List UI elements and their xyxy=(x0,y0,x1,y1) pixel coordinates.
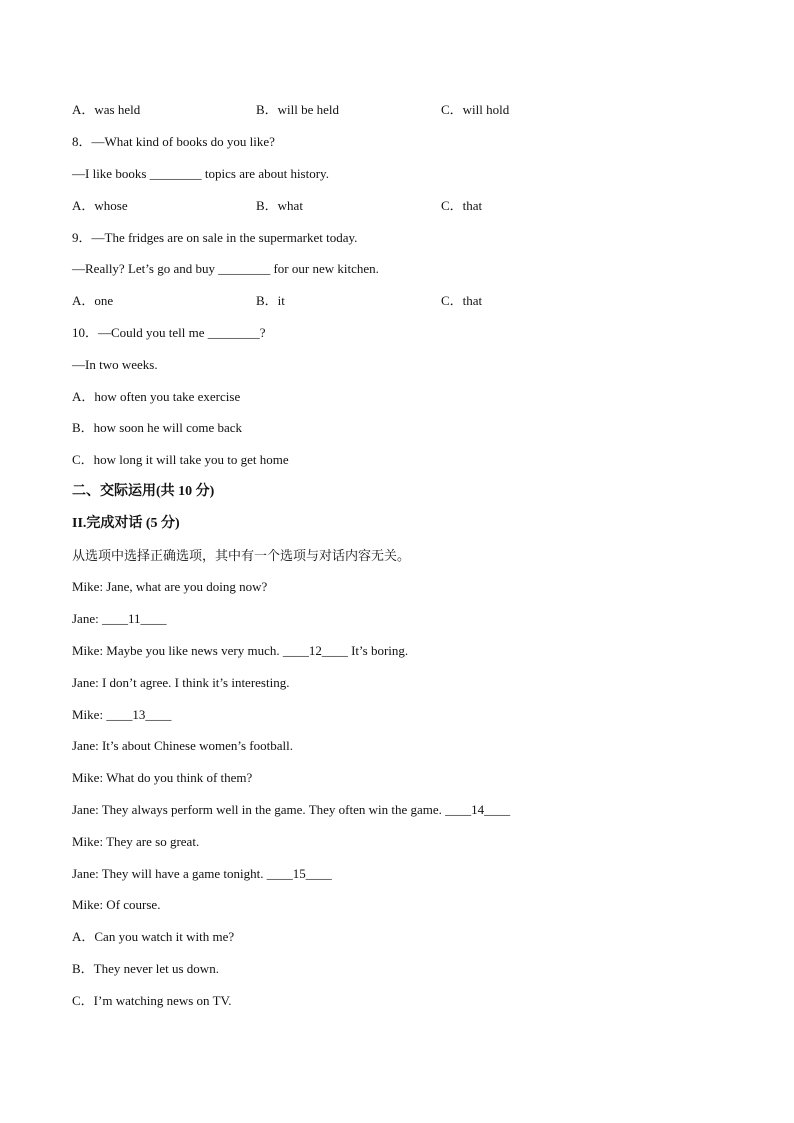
choice-a[interactable]: A．Can you watch it with me? xyxy=(72,929,235,944)
blank-14: ____14____ xyxy=(445,802,511,817)
dialogue-line-10-text: Jane: They will have a game tonight. xyxy=(72,866,267,881)
q10-option-c[interactable]: C．how long it will take you to get home xyxy=(72,452,289,467)
q9-reply-after: for our new kitchen. xyxy=(270,261,379,276)
blank-15: ____15____ xyxy=(266,866,332,881)
dialogue-line-5 xyxy=(72,707,171,723)
dialogue-line-2-speaker: Jane: xyxy=(72,611,102,626)
dialogue-line-3-after: It’s boring. xyxy=(347,643,409,658)
q8-reply-before: —I like books xyxy=(72,166,150,181)
q8-blank: ________ xyxy=(149,166,202,181)
q8-reply-after: topics are about history. xyxy=(201,166,329,181)
dialogue-line-7: Mike: What do you think of them? xyxy=(72,770,253,785)
dialogue-line-5-speaker: Mike: xyxy=(72,707,107,722)
q9-reply-before: —Really? Let’s go and buy xyxy=(72,261,219,276)
section-instruction: 从选项中选择正确选项，其中有一个选项与对话内容无关。 xyxy=(72,548,411,563)
q8-stem: 8．—What kind of books do you like? xyxy=(72,134,275,149)
dialogue-line-2 xyxy=(72,611,167,627)
blank-12: ____12____ xyxy=(282,643,348,658)
dialogue-line-1: Mike: Jane, what are you doing now? xyxy=(72,579,268,594)
q10-reply: —In two weeks. xyxy=(72,357,158,372)
q9-option-c[interactable]: C．that xyxy=(441,293,483,308)
q8-option-a[interactable]: A．whose xyxy=(72,198,128,213)
blank-11: ____11____ xyxy=(101,611,167,626)
q8-option-b[interactable]: B．what xyxy=(256,198,303,213)
dialogue-line-4: Jane: I don’t agree. I think it’s interesting. xyxy=(72,675,290,690)
dialogue-line-3-text: Mike: Maybe you like news very much. xyxy=(72,643,283,658)
q9-reply xyxy=(72,261,379,277)
section-subheading: II.完成对话 (5 分) xyxy=(72,516,180,531)
q8-option-c[interactable]: C．that xyxy=(441,198,483,213)
dialogue-line-8-text: Jane: They always perform well in the game. They often win the game. xyxy=(72,802,446,817)
dialogue-line-6: Jane: It’s about Chinese women’s football. xyxy=(72,738,293,753)
q7-option-c[interactable]: C．will hold xyxy=(441,102,510,117)
choice-c[interactable]: C．I’m watching news on TV. xyxy=(72,993,232,1008)
q10-option-a[interactable]: A．how often you take exercise xyxy=(72,389,241,404)
q10-stem-after: ? xyxy=(259,325,266,340)
blank-13: ____13____ xyxy=(106,707,172,722)
q9-stem: 9．—The fridges are on sale in the supermarket today. xyxy=(72,230,358,245)
q7-option-b[interactable]: B．will be held xyxy=(256,102,340,117)
q9-blank: ________ xyxy=(218,261,271,276)
dialogue-line-3 xyxy=(72,643,408,659)
q10-blank: ________ xyxy=(207,325,260,340)
choice-b[interactable]: B．They never let us down. xyxy=(72,961,219,976)
dialogue-line-10 xyxy=(72,866,332,882)
q8-reply xyxy=(72,166,329,182)
q7-option-a[interactable]: A．was held xyxy=(72,102,141,117)
dialogue-line-9: Mike: They are so great. xyxy=(72,834,200,849)
q9-option-a[interactable]: A．one xyxy=(72,293,114,308)
section-heading: 二、交际运用(共 10 分) xyxy=(72,484,215,499)
q10-option-b[interactable]: B．how soon he will come back xyxy=(72,420,243,435)
q10-stem-before: 10．—Could you tell me xyxy=(72,325,208,340)
dialogue-line-11: Mike: Of course. xyxy=(72,897,161,912)
dialogue-line-8 xyxy=(72,802,510,818)
q9-option-b[interactable]: B．it xyxy=(256,293,285,308)
q10-stem xyxy=(72,325,266,341)
